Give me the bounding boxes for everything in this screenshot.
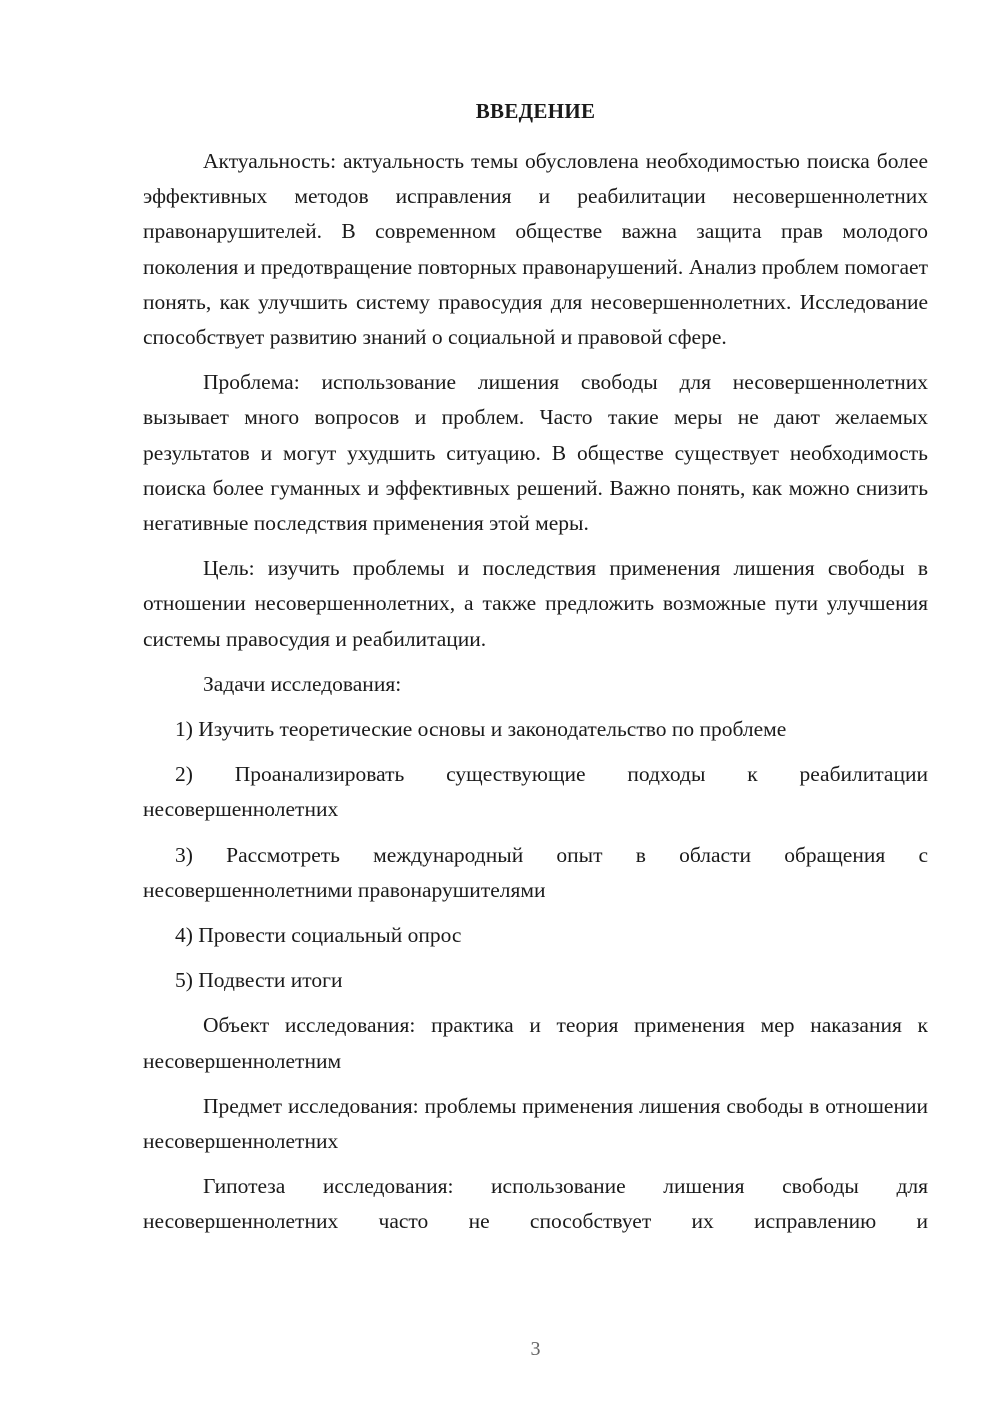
paragraph-relevance: Актуальность: актуальность темы обусловлена необходимостью поиска более эффективных методов исправления и реабилитации несовершеннолетних правонарушителей. В современном обществе важна защита прав молодого поколения и предотвращение повторных правонарушений. Анализ проблем помогает понять, как улучшить систему правосудия для несовершеннолетних. Исследование способствует развитию знаний о социальной и правовой сфере. — [143, 149, 928, 350]
paragraph-hypothesis: Гипотеза исследования: использование лишения свободы для несовершеннолетних часто не способствует их исправлению и — [143, 1174, 928, 1234]
paragraph-object: Объект исследования: практика и теория применения мер наказания к несовершеннолетним — [143, 1013, 928, 1073]
paragraph-goal: Цель: изучить проблемы и последствия применения лишения свободы в отношении несовершеннолетних, а также предложить возможные пути улучшения системы правосудия и реабилитации. — [143, 556, 928, 651]
tasks-heading: Задачи исследования: — [203, 671, 402, 696]
task-item-4: 4) Провести социальный опрос — [175, 923, 462, 948]
paragraph-subject: Предмет исследования: проблемы применения лишения свободы в отношении несовершеннолетних — [143, 1093, 928, 1154]
document-body — [143, 144, 928, 1250]
page-number: 3 — [530, 1338, 541, 1360]
task-item-1: 1) Изучить теоретические основы и законодательство по проблеме — [175, 717, 787, 742]
page-title: ВВЕДЕНИЕ — [475, 99, 596, 123]
task-item-3: 3) Рассмотреть международный опыт в области обращения с несовершеннолетними правонарушителями — [143, 842, 928, 902]
task-item-5: 5) Подвести итоги — [175, 968, 343, 993]
paragraph-problem: Проблема: использование лишения свободы для несовершеннолетних вызывает много вопросов и проблем. Часто такие меры не дают желаемых результатов и могут ухудшить ситуацию. В обществе существует необходимость поиска более гуманных и эффективных решений. Важно понять, как можно снизить негативные последствия применения этой меры. — [143, 370, 928, 536]
task-item-2: 2) Проанализировать существующие подходы к реабилитации несовершеннолетних — [143, 762, 928, 822]
